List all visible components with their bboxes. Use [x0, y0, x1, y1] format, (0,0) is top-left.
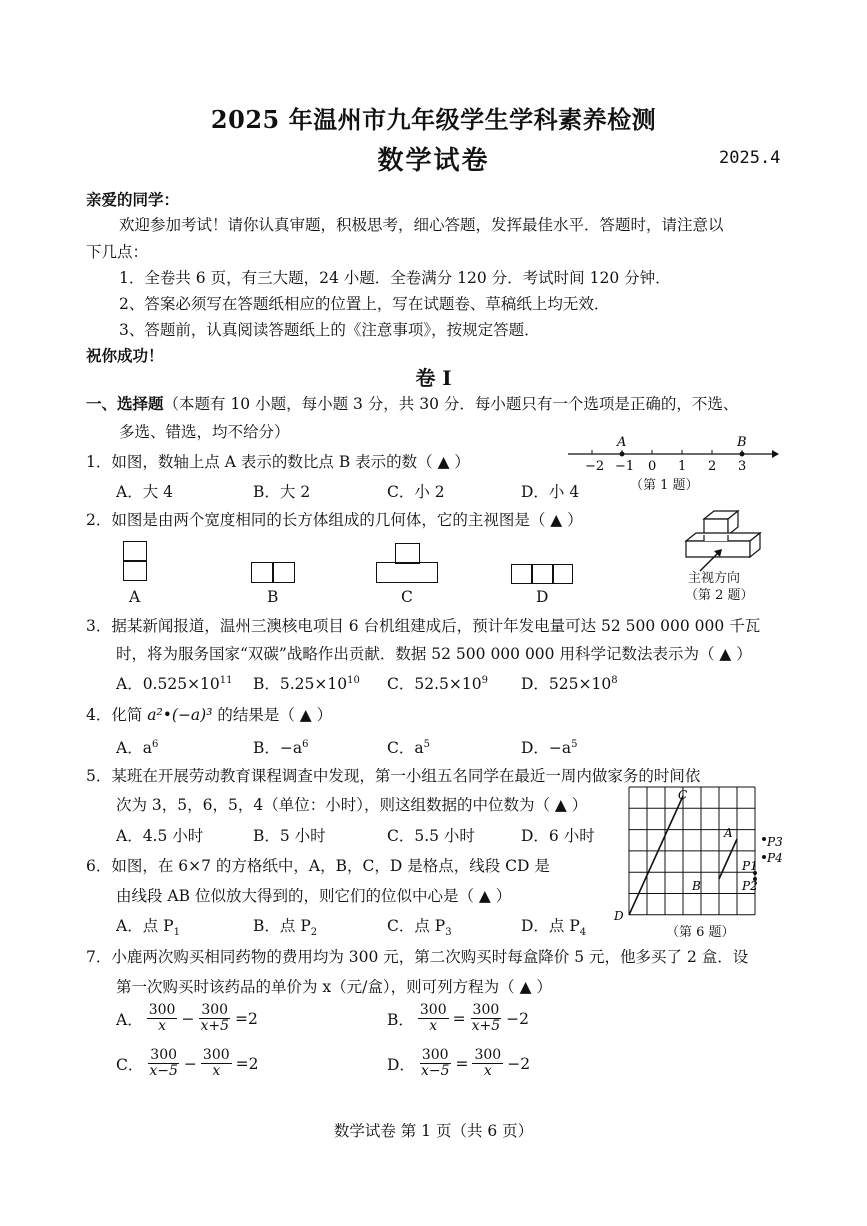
q7-b-frac-2 — [470, 1003, 503, 1035]
point-a-label: A — [617, 435, 627, 450]
q3-option-d-base: D．525×10 — [521, 675, 612, 693]
numerator: 300 — [148, 1002, 176, 1018]
q7-b-frac-1 — [418, 1003, 449, 1035]
page-footer: 数学试卷 第 1 页（共 6 页） — [333, 1122, 534, 1140]
q7-option-c-label: C． — [116, 1055, 144, 1074]
q3-option-a-base: A．0.525×10 — [116, 675, 220, 693]
exam-date: 2025.4 — [719, 148, 781, 168]
denominator: x−5 — [420, 1063, 450, 1080]
axis-tick-label: 1 — [678, 459, 687, 474]
q7-line-2: 第一次购买时该药品的单价为 x（元/盒），则可列方程为（ ▲ ） — [116, 978, 552, 996]
greeting: 亲爱的同学： — [86, 190, 180, 209]
label-p2: P2 — [742, 879, 758, 893]
segment-ab — [719, 839, 737, 879]
q7-a-frac-2 — [198, 1003, 231, 1035]
q6-grid-figure — [610, 786, 790, 936]
label-c: C — [678, 788, 688, 802]
q7-option-d-label: D． — [387, 1055, 415, 1074]
q4-option-d-exp: 5 — [571, 738, 578, 750]
axis-arrow — [772, 450, 779, 458]
welcome-line-1: 欢迎参加考试！请你认真审题，积极思考，细心答题，发挥最佳水平．答题时，请注意以 — [119, 216, 724, 234]
denominator: x — [483, 1063, 492, 1080]
numerator: 300 — [419, 1002, 447, 1018]
q2-figure-d-divider-1 — [531, 564, 533, 584]
q2-figure-a-divider — [123, 560, 147, 562]
q6-option-b-sub: 2 — [310, 927, 318, 939]
q5-line-1: 5．某班在开展劳动教育课程调查中发现，第一小组五名同学在最近一周内做家务的时间依 — [86, 767, 701, 785]
label-p3: P3 — [767, 835, 783, 849]
q6-option-c-base: C．点 P — [387, 917, 446, 935]
q2-text: 2．如图是由两个宽度相同的长方体组成的几何体，它的主视图是（ ▲ ） — [86, 511, 583, 529]
denominator: x — [212, 1063, 221, 1080]
rhs: −2 — [506, 1009, 530, 1028]
label-b: B — [692, 879, 701, 893]
numerator: 300 — [201, 1002, 229, 1018]
axis-tick-label: 3 — [738, 459, 747, 474]
note-1: 1．全卷共 6 页，有三大题，24 小题．全卷满分 120 分．考试时间 120 分钟． — [119, 269, 671, 287]
denominator: x+5 — [471, 1018, 501, 1035]
label-d: D — [614, 909, 624, 923]
q1-option-c: C．小 2 — [387, 483, 445, 501]
q4-option-c-base: C．a — [387, 739, 424, 757]
q5-line-2: 次为 3，5，6，5，4（单位：小时），则这组数据的中位数为（ ▲ ） — [116, 796, 588, 814]
q6-option-b — [253, 914, 317, 938]
q4-option-d — [521, 736, 578, 758]
q4-option-c — [387, 736, 430, 758]
q3-option-b-exp: 10 — [347, 674, 360, 686]
q6-option-c — [387, 914, 452, 938]
q2-figure-d — [511, 564, 573, 584]
q1-text: 1．如图，数轴上点 A 表示的数比点 B 表示的数（ ▲ ） — [86, 453, 470, 471]
q7-option-a — [116, 1003, 258, 1035]
q7-option-b-label: B． — [387, 1010, 414, 1029]
q2-figure-c-bottom — [376, 562, 438, 583]
q7-line-1: 7．小鹿两次购买相同药物的费用均为 300 元，第二次购买时每盒降价 5 元，他多买了 2 盒．设 — [86, 948, 749, 966]
q6-option-a-sub: 1 — [173, 927, 180, 939]
q4-prefix: 4．化简 — [86, 706, 148, 724]
denominator: x+5 — [200, 1018, 229, 1035]
q4-suffix: 的结果是（ ▲ ） — [212, 706, 333, 724]
p3-dot — [762, 837, 766, 841]
q7-option-a-label: A． — [116, 1010, 143, 1029]
q3-option-c-exp: 9 — [481, 674, 488, 686]
q6-line-1: 6．如图，在 6×7 的方格纸中，A，B，C，D 是格点，线段 CD 是 — [86, 857, 550, 875]
q4-option-a-base: A．a — [116, 739, 152, 757]
q4-option-b-exp: 6 — [302, 738, 309, 750]
axis-tick-label: 0 — [648, 459, 657, 474]
label-a: A — [724, 826, 733, 840]
q2-figure-c-top — [395, 543, 420, 564]
q4-option-a-exp: 6 — [151, 738, 159, 750]
q4-text — [86, 703, 332, 725]
q3-option-c — [387, 672, 488, 694]
q1-option-a: A．大 4 — [116, 483, 173, 501]
q6-caption: （第 6 题） — [666, 925, 735, 940]
section-desc-1: （本题有 10 小题，每小题 3 分，共 30 分．每小题只有一个选项是正确的，不选、 — [163, 395, 739, 413]
operator: − — [183, 1054, 197, 1073]
welcome-line-2: 下几点： — [86, 243, 149, 261]
q2-option-a: A — [129, 588, 141, 606]
q1-option-d: D．小 4 — [521, 483, 580, 501]
operator: − — [181, 1009, 195, 1028]
q3-option-a-exp: 11 — [219, 674, 233, 686]
section-desc-2: 多选、错选，均不给分） — [119, 423, 290, 441]
q4-option-d-base: D．−a — [521, 739, 572, 757]
note-3: 3、答题前，认真阅读答题纸上的《注意事项》，按规定答题． — [119, 321, 540, 339]
q4-option-c-exp: 5 — [423, 738, 430, 750]
exam-subtitle: 数学试卷 — [377, 146, 490, 176]
q6-option-d — [521, 914, 586, 938]
rhs: =2 — [235, 1054, 259, 1073]
q3-option-b — [253, 672, 360, 694]
q4-option-b-base: B．−a — [253, 739, 303, 757]
q4-option-b — [253, 736, 309, 758]
note-2: 2、答案必须写在答题纸相应的位置上，写在试题卷、草稿纸上均无效． — [119, 295, 610, 313]
q7-option-b — [387, 1003, 529, 1035]
q2-option-c: C — [401, 588, 413, 606]
q7-c-frac-1 — [147, 1048, 180, 1080]
q6-option-d-base: D．点 P — [521, 917, 580, 935]
q3-option-d — [521, 672, 618, 694]
q4-option-a — [116, 736, 158, 758]
q2-option-b: B — [267, 588, 279, 606]
exam-title: 2025 年温州市九年级学生学科素养检测 — [210, 105, 657, 134]
point-a-dot — [620, 452, 625, 457]
q7-option-c — [116, 1048, 259, 1080]
q3-line-1: 3．据某新闻报道，温州三澳核电项目 6 台机组建成后，预计年发电量可达 52 500 000 000 千瓦 — [86, 617, 761, 635]
q7-c-frac-2 — [201, 1048, 232, 1080]
rhs: =2 — [234, 1009, 258, 1028]
q5-option-b: B．5 小时 — [253, 827, 326, 845]
segment-cd — [629, 796, 683, 915]
q6-option-c-sub: 3 — [445, 927, 452, 939]
axis-tick-label: −2 — [585, 459, 605, 474]
q5-option-c: C．5.5 小时 — [387, 827, 475, 845]
q2-option-d: D — [536, 588, 549, 606]
q2-figure-b-divider — [272, 562, 274, 583]
q5-option-d: D．6 小时 — [521, 827, 595, 845]
numerator: 300 — [421, 1047, 449, 1063]
q1-caption: （第 1 题） — [630, 478, 699, 493]
q6-option-a-base: A．点 P — [116, 917, 174, 935]
q5-option-a: A．4.5 小时 — [116, 827, 204, 845]
q6-option-a — [116, 914, 180, 938]
point-b-label: B — [737, 435, 747, 450]
q3-line-2: 时，将为服务国家“双碳”战略作出贡献．数据 52 500 000 000 用科学记数法表示为（ ▲ ） — [116, 645, 752, 663]
q3-option-b-base: B．5.25×10 — [253, 675, 348, 693]
label-p4: P4 — [767, 851, 783, 865]
rhs: −2 — [507, 1054, 531, 1073]
denominator: x — [158, 1018, 167, 1035]
section-title: 一、选择题 — [86, 394, 164, 413]
q3-option-c-base: C．52.5×10 — [387, 675, 482, 693]
q7-d-frac-2 — [472, 1048, 503, 1080]
operator: = — [455, 1054, 469, 1073]
denominator: x — [429, 1018, 438, 1035]
q4-expression: a²•(−a)³ — [147, 706, 213, 724]
p4-dot — [762, 855, 766, 859]
q6-line-2: 由线段 AB 位似放大得到的，则它们的位似中心是（ ▲ ） — [116, 887, 512, 905]
numerator: 300 — [150, 1047, 178, 1063]
section-heading — [86, 392, 738, 414]
q2-solid-figure — [678, 505, 768, 575]
numerator: 300 — [474, 1047, 502, 1063]
axis-tick-label: −1 — [615, 459, 635, 474]
point-b-dot — [740, 452, 745, 457]
closing: 祝你成功！ — [86, 346, 164, 365]
q7-a-frac-1 — [147, 1003, 178, 1035]
q2-caption: （第 2 题） — [685, 588, 754, 603]
q7-option-d — [387, 1048, 530, 1080]
operator: = — [452, 1009, 466, 1028]
denominator: x−5 — [149, 1063, 178, 1080]
q2-figure-d-divider-2 — [552, 564, 554, 584]
q7-d-frac-1 — [419, 1048, 452, 1080]
q6-option-d-sub: 4 — [579, 927, 587, 939]
q1-option-b: B．大 2 — [253, 483, 311, 501]
numerator: 300 — [472, 1002, 500, 1018]
q6-option-b-base: B．点 P — [253, 917, 311, 935]
q3-option-a — [116, 672, 233, 694]
label-p1: P1 — [742, 859, 758, 873]
volume-heading: 卷 I — [415, 366, 452, 390]
q3-option-d-exp: 8 — [611, 674, 618, 686]
numerator: 300 — [202, 1047, 230, 1063]
axis-tick-label: 2 — [708, 459, 717, 474]
q2-direction-label: 主视方向 — [688, 571, 741, 586]
